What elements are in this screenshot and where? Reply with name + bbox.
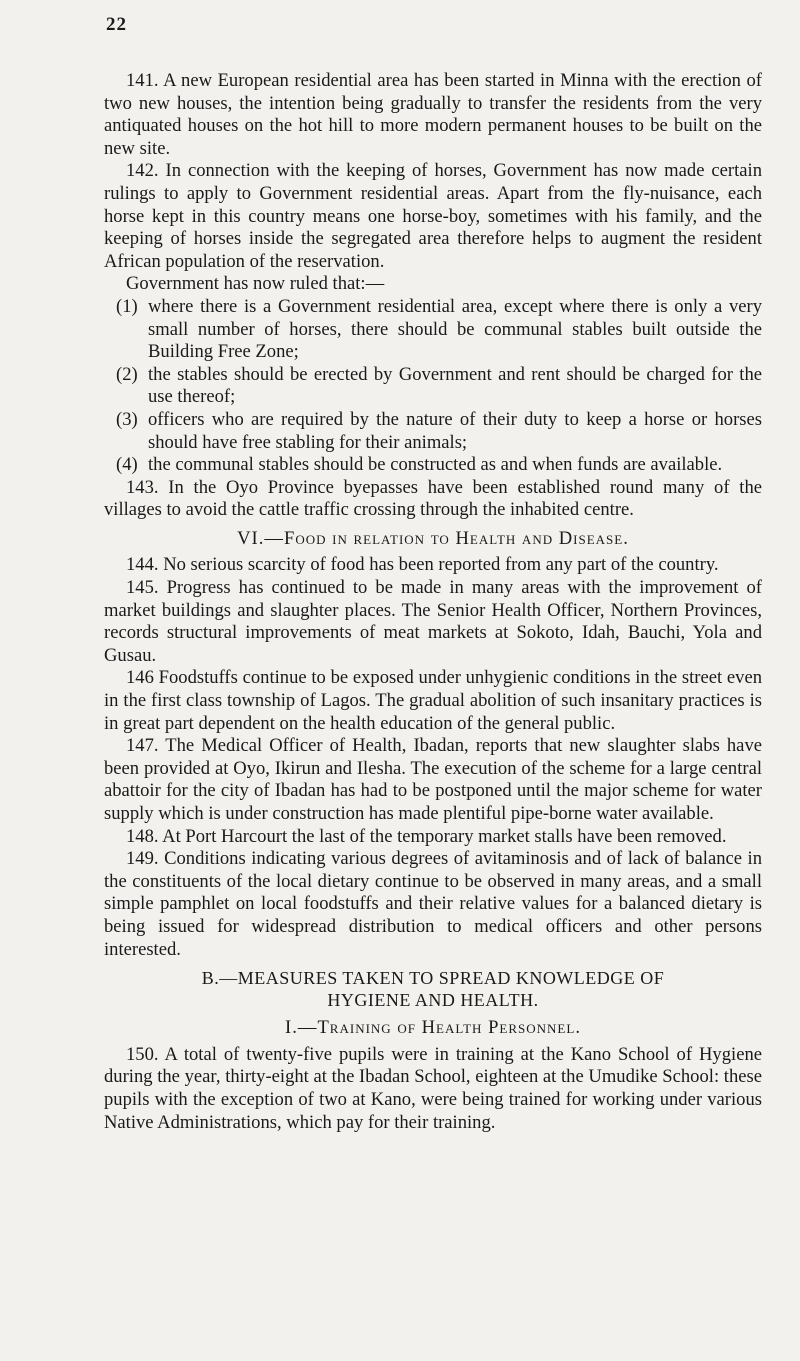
list-item-number: (4) [116,454,138,476]
list-item [116,408,762,454]
paragraph-145: 145. Progress has continued to be made in many areas with the improvement of market buildings and slaughter places. The Senior Health Officer, Northern Provinces, records structural improvements of meat markets at Sokoto, Idah, Bauchi, Yola and Gusau. [104,577,762,666]
list-item-text: officers who are required by the nature of their duty to keep a horse or horses should have free stabling for their animals; [148,408,762,453]
list-item-number: (2) [116,363,138,385]
major-heading-line: HYGIENE AND HEALTH. [327,990,539,1011]
list-item-text: the stables should be erected by Government and rent should be charged for the use thereof; [148,363,762,408]
paragraph-141: 141. A new European residential area has been started in Minna with the erection of two new houses, the intention being gradually to transfer the residents from the very antiquated houses on the hot hill to more modern permanent houses to be built on the new site. [104,70,762,159]
major-heading-b [104,967,762,1011]
list-item-number: (3) [116,408,138,430]
paragraph-150: 150. A total of twenty-five pupils were in training at the Kano School of Hygiene during the year, thirty-eight at the Ibadan School, eighteen at the Umudike School: these pupils with the exception of two at Kano, were being trained for working under various Native Administrations, which pay for their training. [104,1043,762,1133]
page-number: 22 [106,14,127,35]
paragraph-142: 142. In connection with the keeping of horses, Government has now made certain rulings to apply to Government residential areas. Apart from the fly-nuisance, each horse kept in this country means one horse-boy, sometimes with his family, and the keeping of horses inside the segregated area therefore helps to augment the resident African population of the reservation. [104,160,762,272]
list-item [116,295,762,364]
list-item [116,454,762,477]
paragraph-144: 144. No serious scarcity of food has been reported from any part of the country. [126,554,719,576]
list-item-number: (1) [116,295,138,317]
paragraph-143: 143. In the Oyo Province byepasses have been established round many of the villages to avoid the cattle traffic crossing through the inhabited centre. [104,476,762,521]
list-item-text: where there is a Government residential area, except where there is only a very small number of horses, there should be communal stables built outside the Building Free Zone; [148,295,762,363]
section-heading-vi: VI.—Food in relation to Health and Disease. [237,527,629,549]
rulings-list [104,296,762,477]
page-body [104,70,762,1134]
major-heading-line: B.—MEASURES TAKEN TO SPREAD KNOWLEDGE OF [201,968,665,989]
list-item-text: the communal stables should be constructed as and when funds are available. [148,454,723,476]
section-heading-i: I.—Training of Health Personnel. [285,1017,581,1039]
paragraph-149: 149. Conditions indicating various degrees of avitaminosis and of lack of balance in the constituents of the local dietary continue to be observed in many areas, and a small simple pamphlet on local foodstuffs and their relative values for a balanced dietary is being issued for widespread distribution to medical officers and other persons interested. [104,848,762,960]
paragraph-142-intro: Government has now ruled that:— [126,273,385,295]
paragraph-148: 148. At Port Harcourt the last of the temporary market stalls have been removed. [126,825,727,847]
paragraph-146: 146 Foodstuffs continue to be exposed under unhygienic conditions in the street even in the first class township of Lagos. The gradual abolition of such insanitary practices is in great part dependent on the health education of the general public. [104,667,762,734]
list-item [116,363,762,409]
paragraph-147: 147. The Medical Officer of Health, Ibadan, reports that new slaughter slabs have been provided at Oyo, Ikirun and Ilesha. The execution of the scheme for a large central abattoir for the city of Ibadan has had to be postponed until the major scheme for water supply which is under construction has made plentiful pipe-borne water available. [104,735,762,824]
